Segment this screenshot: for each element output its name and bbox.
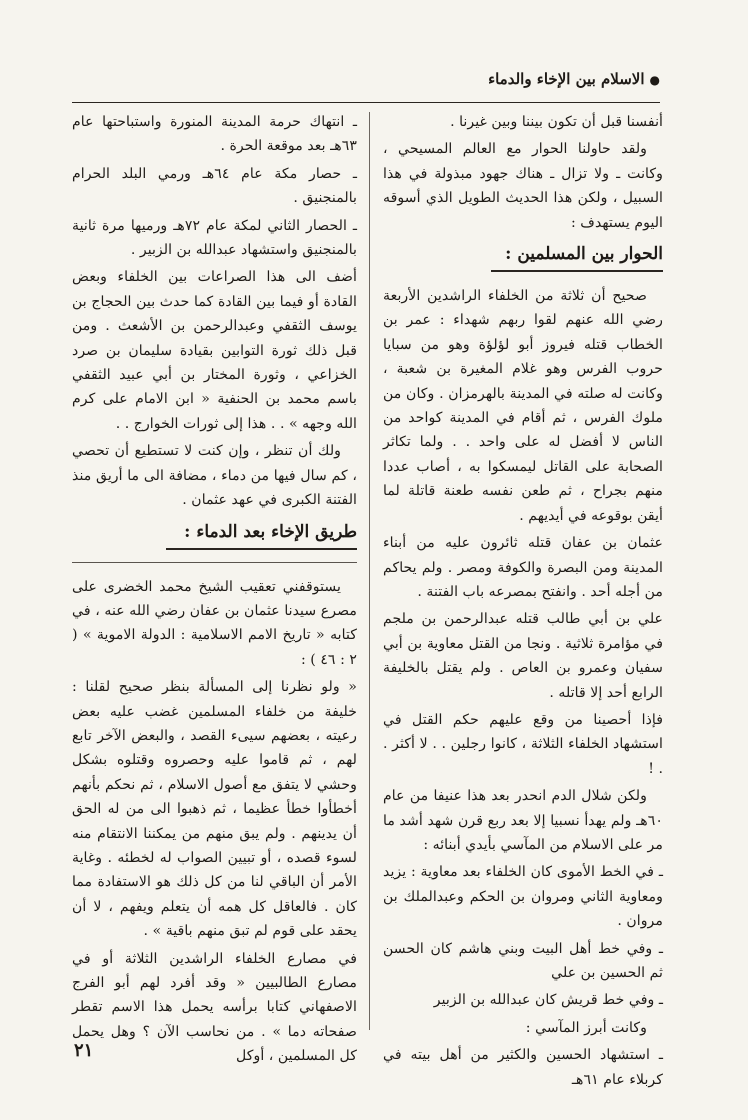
section-rule xyxy=(72,562,357,563)
paragraph: ولك أن تنظر ، وإن كنت لا تستطيع أن تحصي ، كم سال فيها من دماء ، مضافة الى ما أريق منذ الفتنة الكبرى في عهد عثمان . xyxy=(72,443,357,509)
paragraph: علي بن أبي طالب قتله عبدالرحمن بن ملجم في مؤامرة ثلاثية . ونجا من القتل معاوية بن أبي سفيان وعمرو بن العاص . ولم يقتل بالخليفة الرابع أحد إلا قاتله . xyxy=(383,611,663,701)
paragraph: أنفسنا قبل أن تكون بيننا وبين غيرنا . xyxy=(450,114,663,130)
section-heading xyxy=(383,241,663,272)
heading-text: الحوار بين المسلمين : xyxy=(491,241,663,272)
quotation: « ولو نظرنا إلى المسألة بنظر صحيح لقلنا : خليفة من خلفاء المسلمين غضب عليه بعض رعيته ، بعضهم سيىء القصد ، والبعض الآخر تابع لهم ، ثم قاموا عليه وحصروه وقتلوه بشكل وحشي لا يتفق مع أصول الاسلام ، ثم نحكم بأنهم أخطأوا خطأ عظيما ، ثم ذهبوا الى من له الحق أن يدينهم . ولم يبق منهم من يمكننا الانتقام منه لسوء قصده ، أو تبيين الصواب له لخطئه . وغاية الأمر أن الباقي لنا من كل ذلك هو الاستفادة مما كان . فالعاقل كل همه أن يتعلم ويفهم ، لا أن يحقد على قوم لم تبق منهم باقية » . xyxy=(72,679,357,940)
paragraph: صحيح أن ثلاثة من الخلفاء الراشدين الأربعة رضي الله عنهم لقوا ربهم شهداء : عمر بن الخطاب قتله فيروز أبو لؤلؤة وهو من سبايا حروب الفرس وهو غلام المغيرة بن شعبة ، وكانت له صلته في المدينة بالهرمزان . وكان من ملوك الفرس ، ثم أقام في المدينة كواحد من الناس لا أفضل له على واحد . . ولما تكاثر الصحابة على القاتل ليمسكوا به ، أصاب عددا منهم بجراح ، ثم طعن نفسه طعنة قاتلة لما أيقن بوقوعه في أيديهم . xyxy=(383,288,663,524)
left-column xyxy=(72,110,357,1072)
header-title: الاسلام بين الإخاء والدماء xyxy=(488,70,645,88)
header-rule xyxy=(72,102,660,103)
page-number: ٢١ xyxy=(74,1040,94,1061)
list-item: ـ في الخط الأموى كان الخلفاء بعد معاوية : يزيد ومعاوية الثاني ومروان بن الحكم وعبدالملك بن مروان . xyxy=(383,864,663,930)
paragraph: يستوقفني تعقيب الشيخ محمد الخضرى على مصرع سيدنا عثمان بن عفان رضي الله عنه ، في كتابه « تاريخ الامم الاسلامية : الدولة الاموية » ( ٢ : ٤٦ ) : xyxy=(72,578,357,668)
column-divider xyxy=(369,112,370,1030)
paragraph: ولقد حاولنا الحوار مع العالم المسيحي ، وكانت ـ ولا تزال ـ هناك جهود مبذولة في هذا السبيل ، ولكن هذا الحديث الطويل الذي أسوقه اليوم يستهدف : xyxy=(383,141,663,231)
section-heading xyxy=(72,519,357,550)
paragraph: أضف الى هذا الصراعات بين الخلفاء وبعض القادة أو فيما بين القادة كما حدث بين الحجاج بن يوسف الثقفي وعبدالرحمن بن الأشعث . ومن قبل ذلك ثورة التوابين بقيادة سليمان بن صرد الخزاعي ، وثورة المختار بن أبي عبيد الثقفي باسم محمد بن الحنفية « ابن الامام على كرم الله وجهه » . . هذا إلى ثورات الخوارج . . xyxy=(72,269,357,432)
running-header xyxy=(72,70,660,96)
list-item: ـ حصار مكة عام ٦٤هـ ورمي البلد الحرام بالمنجنيق . xyxy=(72,165,357,207)
paragraph: وكانت أبرز المآسي : xyxy=(525,1019,647,1036)
paragraph: عثمان بن عفان قتله ثائرون عليه من أبناء المدينة ومن البصرة والكوفة ومصر . ولم يحاكم من أجله أحد . وانفتح بمصرعه باب الفتنة . xyxy=(383,535,663,600)
paragraph: ولكن شلال الدم انحدر بعد هذا عنيفا من عام ٦٠هـ ولم يهدأ نسبيا إلا بعد ربع قرن شهد أشد ما مر على الاسلام من المآسي بأيدي أبنائه : xyxy=(383,788,663,853)
list-item: ـ انتهاك حرمة المدينة المنورة واستباحتها عام ٦٣هـ بعد موقعة الحرة . xyxy=(72,114,357,155)
heading-text: طريق الإخاء بعد الدماء : xyxy=(166,519,357,550)
paragraph: فإذا أحصينا من وقع عليهم حكم القتل في استشهاد الخلفاء الثلاثة ، كانوا رجلين . . لا أكثر . . ! xyxy=(383,711,663,777)
list-item: ـ الحصار الثاني لمكة عام ٧٢هـ ورميها مرة ثانية بالمنجنيق واستشهاد عبدالله بن الزبير . xyxy=(72,217,357,259)
list-item: ـ استشهاد الحسين والكثير من أهل بيته في كربلاء عام ٦١هـ xyxy=(383,1047,663,1088)
right-column xyxy=(383,110,663,1095)
list-item: ـ وفي خط قريش كان عبدالله بن الزبير xyxy=(433,992,663,1009)
paragraph: في مصارع الخلفاء الراشدين الثلاثة أو في مصارع الطالبيين « وقد أفرد لهم أبو الفرج الاصفهاني كتابا برأسه يحمل هذا الاسم تقطر صفحاته دما » . من نحاسب الآن ؟ وهل يحمل كل المسلمين ، أوكل xyxy=(72,950,357,1065)
bullet-icon: ● xyxy=(649,73,660,87)
list-item: ـ وفي خط أهل البيت وبني هاشم كان الحسن ثم الحسين بن علي xyxy=(383,940,663,981)
